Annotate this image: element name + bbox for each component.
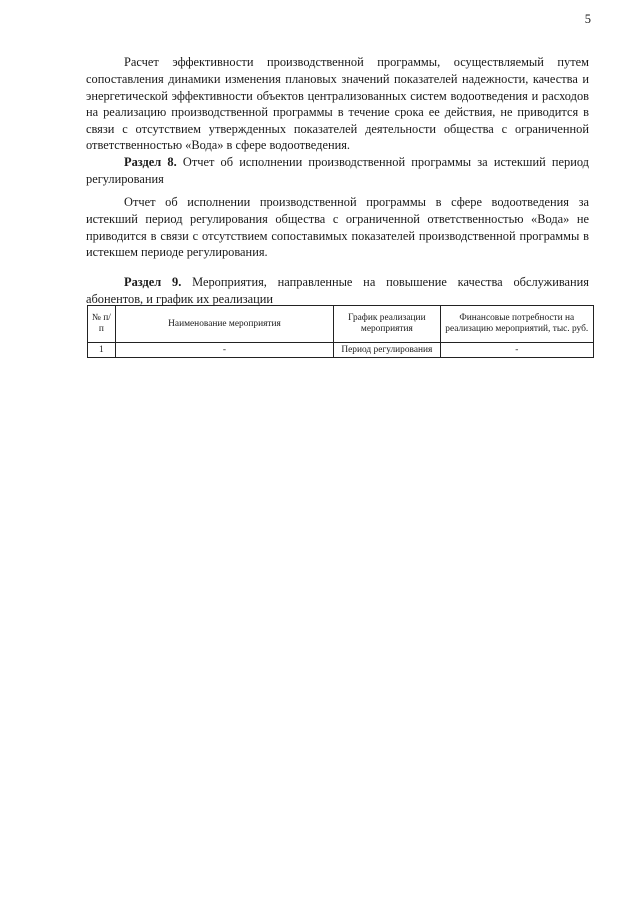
section-9-heading	[86, 274, 589, 307]
measures-table	[87, 305, 594, 358]
section-8-heading	[86, 154, 589, 187]
cell-num: 1	[88, 343, 116, 358]
cell-finance: -	[440, 343, 593, 358]
header-finance: Финансовые потребности на реализацию мероприятий, тыс. руб.	[440, 306, 593, 343]
cell-schedule: Период регулирования	[334, 343, 440, 358]
header-num: № п/п	[88, 306, 116, 343]
header-schedule: График реализации мероприятия	[334, 306, 440, 343]
section-8-label: Раздел 8.	[124, 155, 177, 170]
table-row	[88, 343, 594, 358]
table-header-row	[88, 306, 594, 343]
section-9-label: Раздел 9.	[124, 275, 182, 290]
report-paragraph: Отчет об исполнении производственной программы в сфере водоотведения за истекший период регулирования общества с ограниченной ответственностью «Вода» не приводится в связи с отсутствием сопоставимых показателей производственной программы в истекшем периоде регулирования.	[86, 195, 589, 260]
efficiency-paragraph: Расчет эффективности производственной программы, осуществляемый путем сопоставления динамики изменения плановых значений показателей надежности, качества и энергетической эффективности объектов централизованных систем водоотведения и расходов на реализацию производственной программы в течение срока ее действия, не приводится в связи с отсутствием утвержденных показателей деятельности общества с ограниченной ответственностью «Вода» в сфере водоотведения.	[86, 55, 589, 153]
cell-name: -	[115, 343, 333, 358]
section-9-title: Мероприятия, направленные на повышение качества обслуживания абонентов, и график их реализации	[86, 275, 589, 306]
header-name: Наименование мероприятия	[115, 306, 333, 343]
section-8-title: Отчет об исполнении производственной программы за истекший период регулирования	[86, 155, 589, 186]
page-number: 5	[584, 12, 591, 26]
